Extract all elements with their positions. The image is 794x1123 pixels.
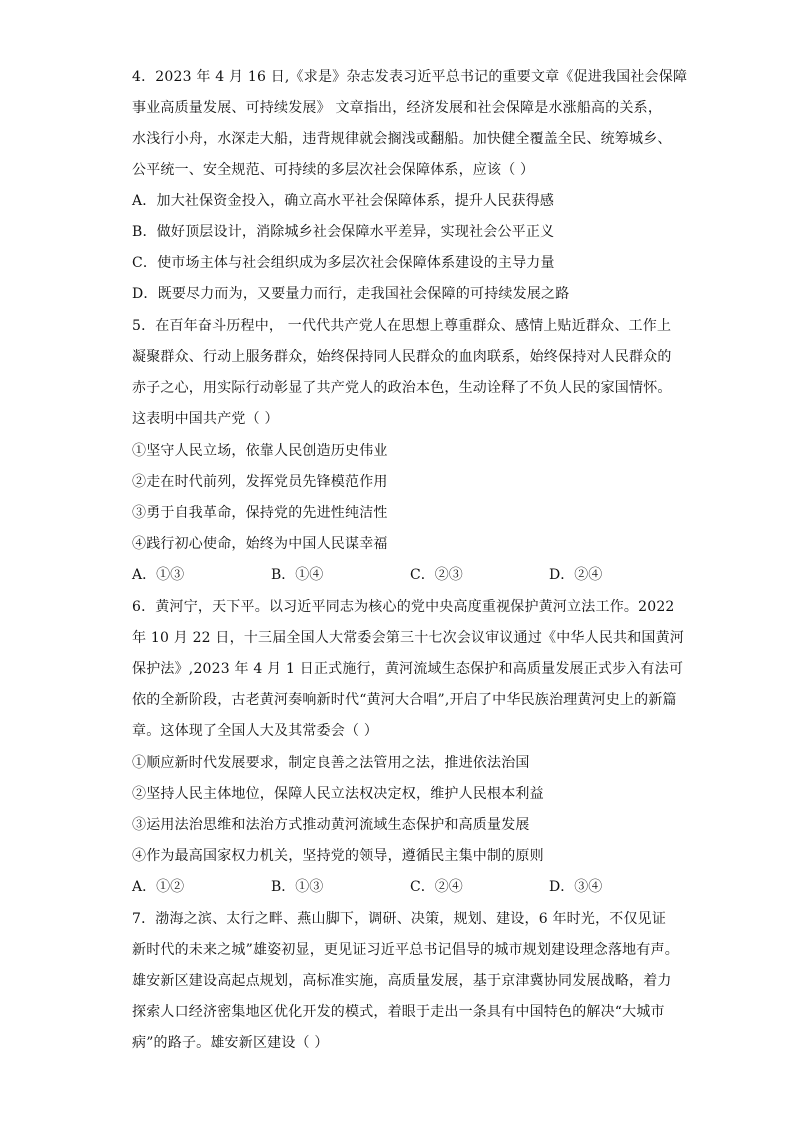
- q5-choice-b: B．①④: [271, 567, 324, 583]
- q7-stem-line-1: 7．渤海之滨、太行之畔、燕山脚下，调研、决策，规划、建设，6 年时光，不仅见证: [132, 911, 667, 927]
- q5-item-4: ④践行初心使命，始终为中国人民谋幸福: [132, 536, 388, 552]
- q5-choice-c: C．②③: [410, 567, 463, 583]
- q6-choices: [132, 878, 692, 896]
- q6-stem-line-4: 依的全新阶段，古老黄河奏响新时代“黄河大合唱”,开启了中华民族治理黄河史上的新篇: [132, 692, 677, 708]
- q5-item-1: ①坚守人民立场，依靠人民创造历史伟业: [132, 443, 388, 459]
- q4-stem-line-3: 水浅行小舟，水深走大船，违背规律就会搁浅或翻船。加快健全覆盖全民、统筹城乡、: [132, 131, 672, 147]
- q5-stem-line-4: 这表明中国共产党（ ）: [132, 411, 279, 427]
- q5-choice-d: D．②④: [549, 567, 603, 583]
- q7-stem-line-5: 病”的路子。雄安新区建设（ ）: [132, 1035, 329, 1051]
- q4-stem-line-4: 公平统一、安全规范、可持续的多层次社会保障体系，应该（ ）: [132, 162, 535, 178]
- q5-choices: [132, 566, 692, 584]
- q6-stem-line-5: 章。这体现了全国人大及其常委会（ ）: [132, 723, 379, 739]
- q6-choice-b: B．①③: [271, 879, 324, 895]
- q5-stem-line-3: 赤子之心，用实际行动彰显了共产党人的政治本色，生动诠释了不负人民的家国情怀。: [132, 380, 672, 396]
- q5-stem-line-2: 凝聚群众、行动上服务群众，始终保持同人民群众的血肉联系，始终保持对人民群众的: [132, 349, 672, 365]
- q6-item-1: ①顺应新时代发展要求，制定良善之法管用之法，推进依法治国: [132, 755, 530, 771]
- q7-stem-line-2: 新时代的未来之城”雄姿初显，更见证习近平总书记倡导的城市规划建设理念落地有声。: [132, 942, 679, 958]
- q5-stem-line-1: 5．在百年奋斗历程中， 一代代共产党人在思想上尊重群众、感情上贴近群众、工作上: [132, 318, 672, 334]
- q6-choice-c: C．②④: [410, 879, 463, 895]
- q5-choice-a: A．①③: [132, 567, 185, 583]
- q5-item-2: ②走在时代前列，发挥党员先锋模范作用: [132, 474, 388, 490]
- q7-stem-line-4: 探索人口经济密集地区优化开发的模式，着眼于走出一条具有中国特色的解决“大城市: [132, 1004, 665, 1020]
- q6-choice-a: A．①②: [132, 879, 185, 895]
- q6-stem-line-2: 年 10 月 22 日，十三届全国人大常委会第三十七次会议审议通过《中华人民共和国黄河: [132, 630, 685, 646]
- q4-stem-line-1: 4．2023 年 4 月 16 日,《求是》杂志发表习近平总书记的重要文章《促进我国社会保障: [132, 69, 688, 85]
- q4-option-d: D．既要尽力而为，又要量力而行，走我国社会保障的可持续发展之路: [132, 286, 570, 302]
- q5-item-3: ③勇于自我革命，保持党的先进性纯洁性: [132, 505, 388, 521]
- q6-item-4: ④作为最高国家权力机关，坚持党的领导，遵循民主集中制的原则: [132, 848, 544, 864]
- q6-stem-line-1: 6．黄河宁，天下平。以习近平同志为核心的党中央高度重视保护黄河立法工作。2022: [132, 599, 675, 615]
- q6-stem-line-3: 保护法》,2023 年 4 月 1 日正式施行，黄河流域生态保护和高质量发展正式步入有法可: [132, 661, 684, 677]
- q6-item-2: ②坚持人民主体地位，保障人民立法权决定权，维护人民根本利益: [132, 786, 544, 802]
- q7-stem-line-3: 雄安新区建设高起点规划，高标准实施，高质量发展，基于京津冀协同发展战略，着力: [132, 973, 672, 989]
- q4-option-b: B．做好顶层设计，消除城乡社会保障水平差异，实现社会公平正义: [132, 224, 555, 240]
- q4-option-c: C．使市场主体与社会组织成为多层次社会保障体系建设的主导力量: [132, 255, 555, 271]
- q6-choice-d: D．③④: [549, 879, 603, 895]
- q4-stem-line-2: 事业高质量发展、可持续发展》 文章指出，经济发展和社会保障是水涨船高的关系，: [132, 100, 663, 116]
- q4-option-a: A．加大社保资金投入，确立高水平社会保障体系，提升人民获得感: [132, 193, 555, 209]
- q6-item-3: ③运用法治思维和法治方式推动黄河流域生态保护和高质量发展: [132, 817, 530, 833]
